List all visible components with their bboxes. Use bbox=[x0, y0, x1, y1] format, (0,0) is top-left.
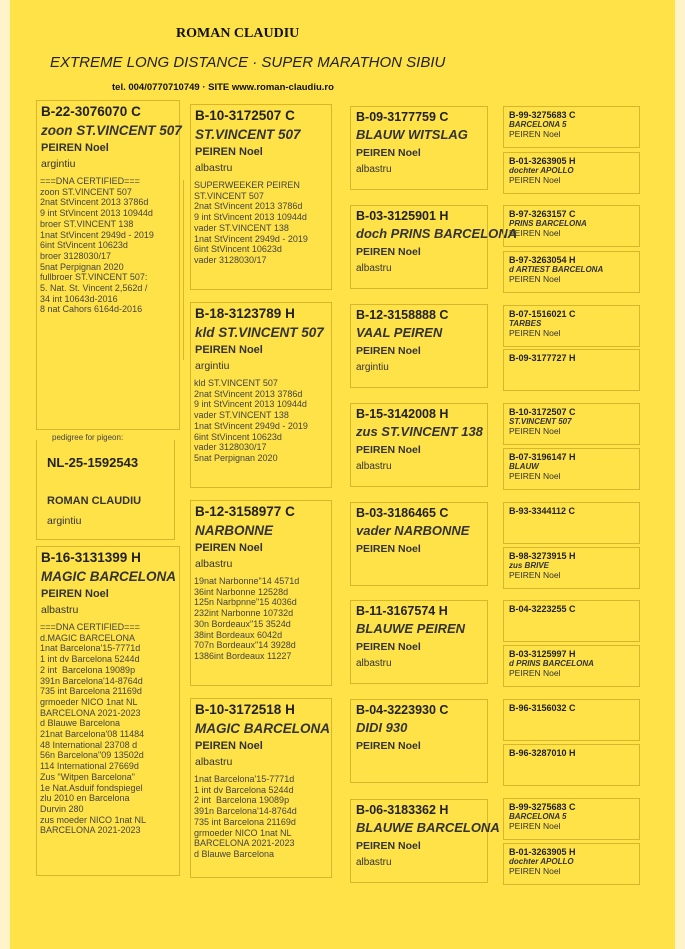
great-grandparent-box bbox=[350, 403, 488, 487]
ancestor-ring: B-96-3287010 H bbox=[509, 748, 576, 758]
great-grandparent-box bbox=[350, 205, 518, 289]
ancestor-box bbox=[503, 699, 640, 741]
ancestor-ring: B-97-3263054 H bbox=[509, 255, 576, 265]
ancestor-box bbox=[503, 448, 640, 490]
sire-owner: PEIREN Noel bbox=[41, 142, 109, 154]
grandparent-notes: SUPERWEEKER PEIREN ST.VINCENT 507 2nat StVincent 2013 3786d 9 int StVincent 2013 10944d vader ST.VINCENT 138 1nat StVincent 2949d - 2019 6int StVincent 10623d vader 3128030/17 bbox=[194, 180, 308, 265]
breeder-contact: tel. 004/0770710749 · SITE www.roman-claudiu.ro bbox=[112, 82, 334, 93]
sire-ring: B-22-3076070 C bbox=[41, 104, 141, 119]
grandparent-ring: B-18-3123789 H bbox=[195, 306, 295, 321]
ancestor-ring: B-98-3273915 H bbox=[509, 551, 576, 561]
ancestor-ring: B-99-3275683 C bbox=[509, 110, 576, 120]
dam-name: MAGIC BARCELONA bbox=[41, 569, 176, 584]
ancestor-ring: B-04-3223255 C bbox=[509, 604, 576, 614]
ancestor-ring: B-07-1516021 C bbox=[509, 309, 576, 319]
ancestor-ring: B-99-3275683 C bbox=[509, 802, 576, 812]
ggp-name: zus ST.VINCENT 138 bbox=[356, 424, 483, 439]
ancestor-name: BLAUW bbox=[509, 462, 539, 471]
ancestor-name: d ARTIEST BARCELONA bbox=[509, 265, 604, 274]
ancestor-box bbox=[503, 403, 640, 445]
breeder-subtitle: EXTREME LONG DISTANCE · SUPER MARATHON SIBIU bbox=[50, 54, 446, 71]
ancestor-owner: PEIREN Noel bbox=[509, 668, 561, 678]
ancestor-name: dochter APOLLO bbox=[509, 857, 574, 866]
subject-color: argintiu bbox=[47, 515, 82, 527]
grandparent-box bbox=[190, 302, 332, 488]
great-grandparent-box bbox=[350, 600, 488, 684]
ggp-owner: PEIREN Noel bbox=[356, 345, 421, 357]
ancestor-box bbox=[503, 547, 640, 589]
breeder-name: ROMAN CLAUDIU bbox=[176, 26, 300, 41]
ggp-owner: PEIREN Noel bbox=[356, 543, 421, 555]
ancestor-ring: B-09-3177727 H bbox=[509, 353, 576, 363]
grandparent-owner: PEIREN Noel bbox=[195, 740, 263, 752]
great-grandparent-box bbox=[350, 106, 488, 190]
ancestor-box bbox=[503, 744, 640, 786]
grandparent-notes: 19nat Narbonne"14 4571d 36int Narbonne 12528d 125n Narbpnne"15 4036d 232int Narbonne 10732d 30n Bordeaux"15 3524d 38int Bordeaux 6042d 707n Bordeaux"14 3928d 1386int Bordeaux 11227 bbox=[194, 576, 300, 661]
sire-color: argintiu bbox=[41, 158, 76, 170]
ancestor-box bbox=[503, 251, 640, 293]
ggp-ring: B-03-3186465 C bbox=[356, 506, 449, 520]
grandparent-name: NARBONNE bbox=[195, 523, 274, 538]
grandparent-name: kld ST.VINCENT 507 bbox=[195, 325, 324, 340]
ancestor-owner: PEIREN Noel bbox=[509, 570, 561, 580]
ancestor-ring: B-93-3344112 C bbox=[509, 506, 576, 516]
ggp-ring: B-15-3142008 H bbox=[356, 407, 449, 421]
ancestor-name: PRINS BARCELONA bbox=[509, 219, 587, 228]
ggp-owner: PEIREN Noel bbox=[356, 840, 421, 852]
ancestor-name: BARCELONA 5 bbox=[509, 812, 567, 821]
sire-notes: ===DNA CERTIFIED=== zoon ST.VINCENT 507 2nat StVincent 2013 3786d 9 int StVincent 2013 10944d broer ST.VINCENT 138 1nat StVincent 2949d - 2019 6int StVincent 10623d broer 3128030/17 5nat Perpignan 2020 fullbroer ST.VINCENT 507: 5. Nat. St. Vincent 2,562d / 34 int 10643d-2016 8 nat Cahors 6164d-2016 bbox=[40, 176, 154, 315]
ancestor-name: d PRINS BARCELONA bbox=[509, 659, 594, 668]
grandparent-color: albastru bbox=[195, 756, 233, 768]
ancestor-box bbox=[503, 502, 640, 544]
ancestor-owner: PEIREN Noel bbox=[509, 274, 561, 284]
ggp-name: VAAL PEIREN bbox=[356, 325, 443, 340]
ancestor-name: ST.VINCENT 507 bbox=[509, 417, 572, 426]
grandparent-ring: B-10-3172507 C bbox=[195, 108, 295, 123]
grandparent-color: albastru bbox=[195, 558, 233, 570]
ancestor-owner: PEIREN Noel bbox=[509, 471, 561, 481]
dam-owner: PEIREN Noel bbox=[41, 588, 109, 600]
ancestor-box bbox=[503, 600, 640, 642]
grandparent-box bbox=[190, 698, 332, 878]
subject-owner: ROMAN CLAUDIU bbox=[47, 495, 142, 507]
ancestor-ring: B-10-3172507 C bbox=[509, 407, 576, 417]
ggp-color: albastru bbox=[356, 164, 392, 175]
ancestor-box bbox=[503, 205, 640, 247]
ggp-owner: PEIREN Noel bbox=[356, 246, 421, 258]
ggp-owner: PEIREN Noel bbox=[356, 740, 421, 752]
ggp-name: BLAUWE PEIREN bbox=[356, 621, 466, 636]
ancestor-box bbox=[503, 349, 640, 391]
ggp-owner: PEIREN Noel bbox=[356, 641, 421, 653]
dam-color: albastru bbox=[41, 604, 79, 616]
sire-box bbox=[36, 100, 180, 430]
ancestor-name: TARBES bbox=[509, 319, 542, 328]
grandparent-name: ST.VINCENT 507 bbox=[195, 127, 301, 142]
subject-pigeon-box bbox=[36, 440, 175, 540]
grandparent-owner: PEIREN Noel bbox=[195, 344, 263, 356]
ggp-ring: B-03-3125901 H bbox=[356, 209, 449, 223]
ancestor-owner: PEIREN Noel bbox=[509, 821, 561, 831]
grandparent-color: albastru bbox=[195, 162, 233, 174]
ancestor-ring: B-01-3263905 H bbox=[509, 847, 576, 857]
ancestor-name: zus BRIVE bbox=[509, 561, 550, 570]
ancestor-owner: PEIREN Noel bbox=[509, 129, 561, 139]
ggp-ring: B-04-3223930 C bbox=[356, 703, 449, 717]
ancestor-box bbox=[503, 305, 640, 347]
ggp-color: albastru bbox=[356, 461, 392, 472]
ancestor-box bbox=[503, 645, 640, 687]
ancestor-ring: B-03-3125997 H bbox=[509, 649, 576, 659]
grandparent-notes: 1nat Barcelona'15-7771d 1 int dv Barcelona 5244d 2 int Barcelona 19089p 391n Barcelona'14-8764d 735 int Barcelona 21169d grmoeder NICO 1nat NL BARCELONA 2021-2023 d Blauwe Barcelona bbox=[194, 774, 297, 859]
great-grandparent-box bbox=[350, 699, 488, 783]
ancestor-ring: B-01-3263905 H bbox=[509, 156, 576, 166]
grandparent-notes: kld ST.VINCENT 507 2nat StVincent 2013 3786d 9 int StVincent 2013 10944d vader ST.VINCENT 138 1nat StVincent 2949d - 2019 6int StVincent 10623d vader 3128030/17 5nat Perpignan 2020 bbox=[194, 378, 308, 463]
subject-ring: NL-25-1592543 bbox=[47, 455, 139, 470]
ancestor-name: dochter APOLLO bbox=[509, 166, 574, 175]
pedigree-label: pedigree for pigeon: bbox=[52, 433, 124, 442]
dam-box bbox=[36, 546, 180, 876]
grandparent-box bbox=[190, 500, 332, 686]
ancestor-box bbox=[503, 843, 640, 885]
grandparent-box bbox=[190, 104, 332, 290]
grandparent-owner: PEIREN Noel bbox=[195, 146, 263, 158]
grandparent-name: MAGIC BARCELONA bbox=[195, 721, 330, 736]
great-grandparent-box bbox=[350, 304, 488, 388]
ggp-ring: B-09-3177759 C bbox=[356, 110, 449, 124]
ggp-owner: PEIREN Noel bbox=[356, 147, 421, 159]
sire-name: zoon ST.VINCENT 507 bbox=[41, 123, 182, 138]
ggp-ring: B-11-3167574 H bbox=[356, 604, 448, 618]
grandparent-ring: B-12-3158977 C bbox=[195, 504, 295, 519]
ancestor-box bbox=[503, 106, 640, 148]
ancestor-box bbox=[503, 798, 640, 840]
ancestor-ring: B-07-3196147 H bbox=[509, 452, 576, 462]
ancestor-owner: PEIREN Noel bbox=[509, 328, 561, 338]
ggp-name: BLAUWE BARCELONA bbox=[356, 820, 500, 835]
ggp-ring: B-06-3183362 H bbox=[356, 803, 449, 817]
connector-line bbox=[183, 180, 184, 360]
ancestor-box bbox=[503, 152, 640, 194]
ancestor-owner: PEIREN Noel bbox=[509, 228, 561, 238]
ggp-ring: B-12-3158888 C bbox=[356, 308, 449, 322]
ggp-color: albastru bbox=[356, 658, 392, 669]
ancestor-owner: PEIREN Noel bbox=[509, 426, 561, 436]
ggp-color: albastru bbox=[356, 263, 392, 274]
ancestor-ring: B-96-3156032 C bbox=[509, 703, 576, 713]
dam-notes: ===DNA CERTIFIED=== d.MAGIC BARCELONA 1nat Barcelona'15-7771d 1 int dv Barcelona 5244d 2 int Barcelona 19089p 391n Barcelona'14-8764d 735 int Barcelona 21169d grmoeder NICO 1nat NL BARCELONA 2021-2023 d Blauwe Barcelona 21nat Barcelona'08 11484 48 International 23708 d 56n Barcelona"09 13502d 114 International 27669d Zus "Witpen Barcelona" 1e Nat.Asduif fondspiegel zlu 2010 en Barcelona Durvin 280 zus moeder NICO 1nat NL BARCELONA 2021-2023 bbox=[40, 622, 147, 836]
ggp-name: BLAUW WITSLAG bbox=[356, 127, 468, 142]
ggp-color: albastru bbox=[356, 857, 392, 868]
grandparent-ring: B-10-3172518 H bbox=[195, 702, 295, 717]
ggp-name: DIDI 930 bbox=[356, 720, 408, 735]
ancestor-owner: PEIREN Noel bbox=[509, 866, 561, 876]
ancestor-name: BARCELONA 5 bbox=[509, 120, 567, 129]
dam-ring: B-16-3131399 H bbox=[41, 550, 141, 565]
ancestor-owner: PEIREN Noel bbox=[509, 175, 561, 185]
grandparent-color: argintiu bbox=[195, 360, 230, 372]
ggp-name: doch PRINS BARCELONA bbox=[356, 226, 518, 241]
grandparent-owner: PEIREN Noel bbox=[195, 542, 263, 554]
ggp-color: argintiu bbox=[356, 362, 389, 373]
great-grandparent-box bbox=[350, 799, 500, 883]
ggp-name: vader NARBONNE bbox=[356, 523, 470, 538]
ggp-owner: PEIREN Noel bbox=[356, 444, 421, 456]
great-grandparent-box bbox=[350, 502, 488, 586]
ancestor-ring: B-97-3263157 C bbox=[509, 209, 576, 219]
